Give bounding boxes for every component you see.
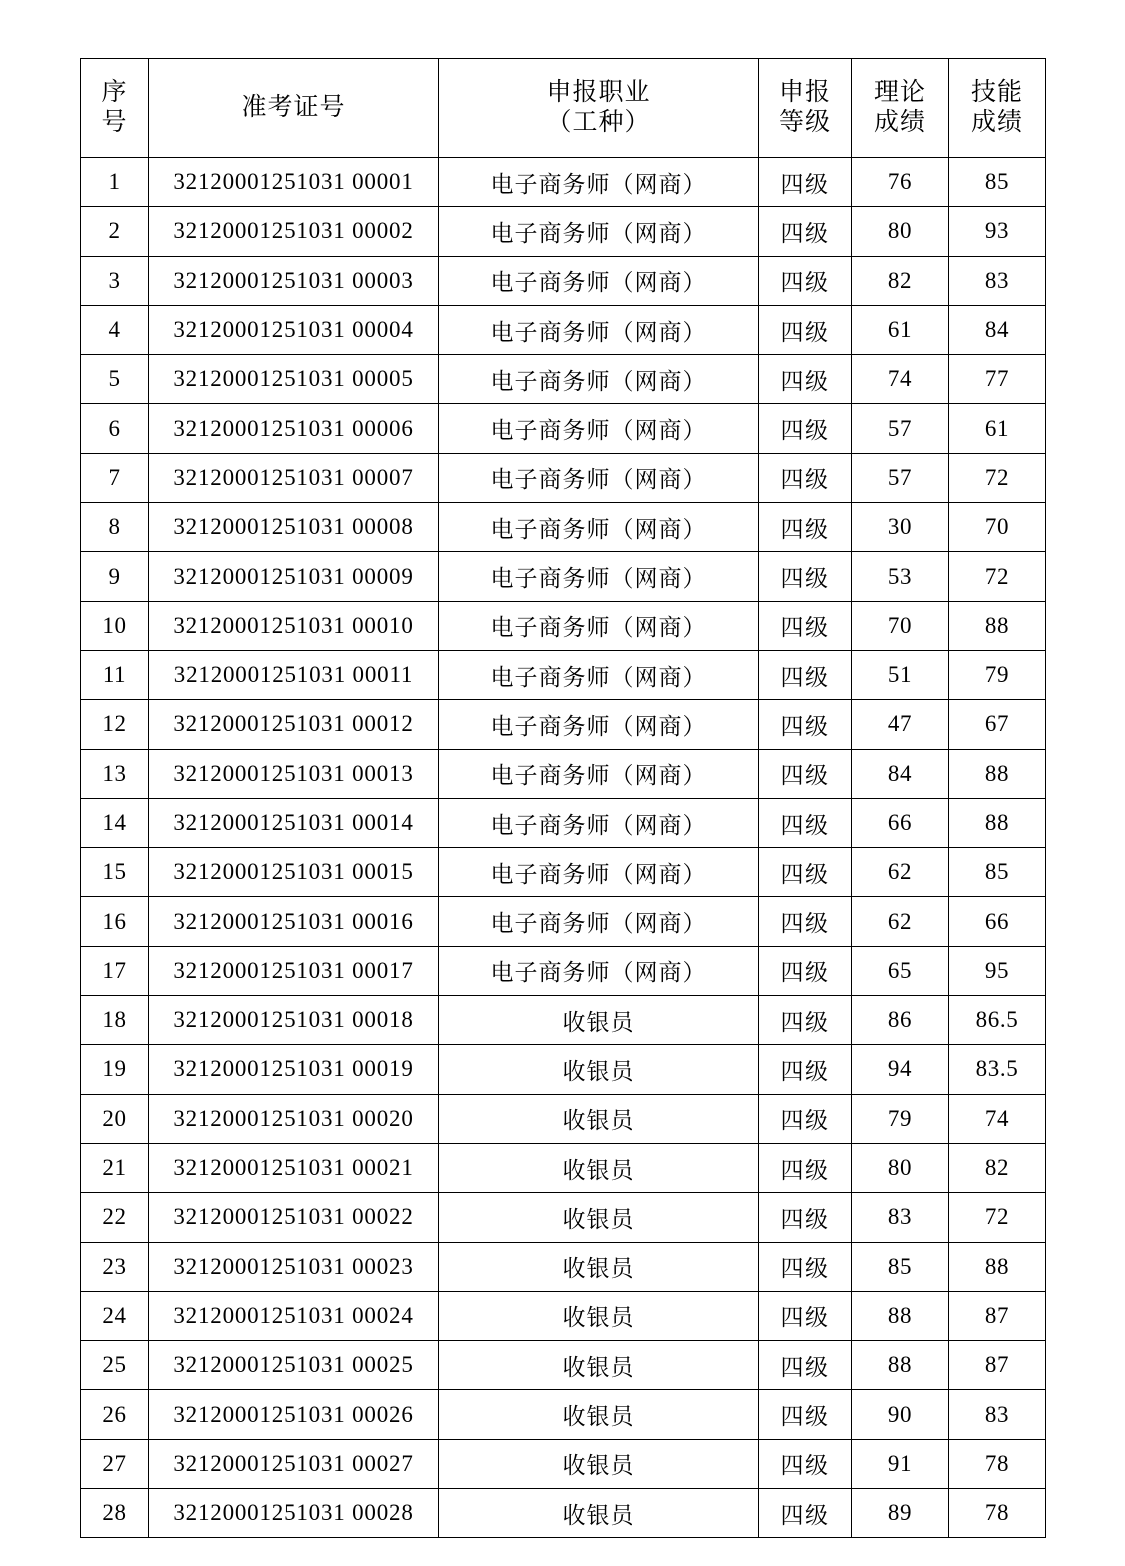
cell-ticket: 32120001251031 00013 (149, 749, 439, 798)
cell-job: 收银员 (439, 996, 759, 1045)
cell-skill: 83 (949, 256, 1046, 305)
table-header-row (81, 59, 1046, 158)
cell-job: 收银员 (439, 1045, 759, 1094)
column-header-ticket (149, 59, 439, 158)
column-header-theory-line2: 成绩 (873, 109, 926, 136)
cell-ticket: 32120001251031 00010 (149, 601, 439, 650)
table-row (81, 207, 1046, 256)
cell-skill: 72 (949, 552, 1046, 601)
cell-index: 18 (81, 996, 149, 1045)
cell-ticket: 32120001251031 00028 (149, 1489, 439, 1538)
cell-ticket: 32120001251031 00023 (149, 1242, 439, 1291)
cell-level: 四级 (759, 601, 852, 650)
table-header (81, 59, 1046, 158)
cell-index: 24 (81, 1291, 149, 1340)
cell-theory: 90 (852, 1390, 949, 1439)
cell-skill: 85 (949, 848, 1046, 897)
cell-level: 四级 (759, 1291, 852, 1340)
cell-index: 17 (81, 946, 149, 995)
cell-job: 电子商务师（网商） (439, 207, 759, 256)
table-body (81, 158, 1046, 1538)
cell-index: 11 (81, 650, 149, 699)
cell-level: 四级 (759, 305, 852, 354)
cell-index: 20 (81, 1094, 149, 1143)
cell-ticket: 32120001251031 00006 (149, 404, 439, 453)
cell-ticket: 32120001251031 00026 (149, 1390, 439, 1439)
cell-index: 10 (81, 601, 149, 650)
column-header-theory (852, 59, 949, 158)
cell-level: 四级 (759, 1390, 852, 1439)
cell-ticket: 32120001251031 00003 (149, 256, 439, 305)
cell-skill: 83 (949, 1390, 1046, 1439)
cell-ticket: 32120001251031 00027 (149, 1439, 439, 1488)
table-row (81, 305, 1046, 354)
cell-theory: 66 (852, 798, 949, 847)
cell-skill: 83.5 (949, 1045, 1046, 1094)
cell-skill: 78 (949, 1489, 1046, 1538)
cell-level: 四级 (759, 503, 852, 552)
cell-theory: 62 (852, 897, 949, 946)
column-header-level-line2: 等级 (778, 109, 831, 136)
cell-theory: 82 (852, 256, 949, 305)
column-header-level-line1: 申报 (778, 78, 831, 106)
cell-skill: 72 (949, 453, 1046, 502)
cell-ticket: 32120001251031 00011 (149, 650, 439, 699)
cell-job: 收银员 (439, 1291, 759, 1340)
cell-theory: 88 (852, 1291, 949, 1340)
table-row (81, 1390, 1046, 1439)
table-row (81, 1045, 1046, 1094)
cell-theory: 86 (852, 996, 949, 1045)
cell-index: 22 (81, 1193, 149, 1242)
cell-skill: 85 (949, 158, 1046, 207)
cell-ticket: 32120001251031 00001 (149, 158, 439, 207)
cell-ticket: 32120001251031 00019 (149, 1045, 439, 1094)
column-header-index-line1: 序 (101, 78, 128, 106)
cell-index: 21 (81, 1143, 149, 1192)
table-row (81, 1439, 1046, 1488)
cell-level: 四级 (759, 355, 852, 404)
cell-skill: 88 (949, 1242, 1046, 1291)
cell-theory: 53 (852, 552, 949, 601)
cell-level: 四级 (759, 1242, 852, 1291)
cell-skill: 87 (949, 1341, 1046, 1390)
cell-theory: 84 (852, 749, 949, 798)
cell-job: 收银员 (439, 1094, 759, 1143)
cell-job: 收银员 (439, 1341, 759, 1390)
table-row (81, 355, 1046, 404)
cell-theory: 88 (852, 1341, 949, 1390)
cell-index: 5 (81, 355, 149, 404)
cell-index: 3 (81, 256, 149, 305)
cell-job: 电子商务师（网商） (439, 798, 759, 847)
cell-skill: 87 (949, 1291, 1046, 1340)
cell-index: 15 (81, 848, 149, 897)
table-row (81, 1341, 1046, 1390)
cell-index: 4 (81, 305, 149, 354)
cell-level: 四级 (759, 1143, 852, 1192)
cell-job: 电子商务师（网商） (439, 749, 759, 798)
cell-theory: 91 (852, 1439, 949, 1488)
cell-ticket: 32120001251031 00017 (149, 946, 439, 995)
cell-level: 四级 (759, 404, 852, 453)
cell-job: 电子商务师（网商） (439, 946, 759, 995)
cell-skill: 77 (949, 355, 1046, 404)
cell-theory: 57 (852, 404, 949, 453)
cell-theory: 85 (852, 1242, 949, 1291)
cell-job: 电子商务师（网商） (439, 650, 759, 699)
column-header-job-line1: 申报职业 (546, 78, 651, 106)
cell-theory: 30 (852, 503, 949, 552)
cell-level: 四级 (759, 650, 852, 699)
cell-theory: 80 (852, 207, 949, 256)
cell-skill: 67 (949, 700, 1046, 749)
cell-theory: 51 (852, 650, 949, 699)
cell-ticket: 32120001251031 00002 (149, 207, 439, 256)
cell-theory: 47 (852, 700, 949, 749)
column-header-index-line2: 号 (101, 109, 128, 136)
cell-level: 四级 (759, 848, 852, 897)
cell-index: 14 (81, 798, 149, 847)
table-row (81, 601, 1046, 650)
table-row (81, 158, 1046, 207)
cell-job: 收银员 (439, 1193, 759, 1242)
cell-skill: 66 (949, 897, 1046, 946)
column-header-ticket-line1: 准考证号 (241, 93, 346, 121)
cell-ticket: 32120001251031 00009 (149, 552, 439, 601)
cell-theory: 80 (852, 1143, 949, 1192)
cell-job: 电子商务师（网商） (439, 404, 759, 453)
cell-index: 23 (81, 1242, 149, 1291)
cell-ticket: 32120001251031 00018 (149, 996, 439, 1045)
column-header-index (81, 59, 149, 158)
cell-level: 四级 (759, 158, 852, 207)
cell-skill: 88 (949, 601, 1046, 650)
cell-level: 四级 (759, 453, 852, 502)
cell-theory: 62 (852, 848, 949, 897)
cell-skill: 88 (949, 798, 1046, 847)
cell-index: 25 (81, 1341, 149, 1390)
cell-level: 四级 (759, 207, 852, 256)
table-row (81, 848, 1046, 897)
cell-skill: 74 (949, 1094, 1046, 1143)
cell-job: 电子商务师（网商） (439, 453, 759, 502)
cell-level: 四级 (759, 946, 852, 995)
cell-level: 四级 (759, 256, 852, 305)
table-row (81, 453, 1046, 502)
cell-theory: 76 (852, 158, 949, 207)
cell-index: 1 (81, 158, 149, 207)
table-row (81, 1193, 1046, 1242)
cell-level: 四级 (759, 1193, 852, 1242)
cell-index: 16 (81, 897, 149, 946)
cell-ticket: 32120001251031 00005 (149, 355, 439, 404)
cell-ticket: 32120001251031 00020 (149, 1094, 439, 1143)
cell-skill: 70 (949, 503, 1046, 552)
cell-job: 电子商务师（网商） (439, 503, 759, 552)
cell-ticket: 32120001251031 00014 (149, 798, 439, 847)
cell-ticket: 32120001251031 00015 (149, 848, 439, 897)
column-header-skill-line1: 技能 (970, 78, 1023, 106)
cell-job: 电子商务师（网商） (439, 355, 759, 404)
cell-index: 6 (81, 404, 149, 453)
table-row (81, 503, 1046, 552)
cell-job: 电子商务师（网商） (439, 700, 759, 749)
cell-level: 四级 (759, 897, 852, 946)
cell-job: 电子商务师（网商） (439, 848, 759, 897)
cell-index: 9 (81, 552, 149, 601)
column-header-skill (949, 59, 1046, 158)
cell-level: 四级 (759, 1045, 852, 1094)
cell-level: 四级 (759, 1439, 852, 1488)
table-row (81, 404, 1046, 453)
cell-theory: 65 (852, 946, 949, 995)
cell-job: 电子商务师（网商） (439, 897, 759, 946)
cell-theory: 89 (852, 1489, 949, 1538)
column-header-theory-line1: 理论 (873, 78, 926, 106)
table-row (81, 650, 1046, 699)
cell-ticket: 32120001251031 00007 (149, 453, 439, 502)
cell-ticket: 32120001251031 00025 (149, 1341, 439, 1390)
cell-theory: 70 (852, 601, 949, 650)
cell-ticket: 32120001251031 00016 (149, 897, 439, 946)
table-row (81, 552, 1046, 601)
cell-level: 四级 (759, 700, 852, 749)
cell-skill: 72 (949, 1193, 1046, 1242)
table-row (81, 256, 1046, 305)
cell-theory: 61 (852, 305, 949, 354)
table-row (81, 1094, 1046, 1143)
cell-job: 收银员 (439, 1439, 759, 1488)
cell-index: 8 (81, 503, 149, 552)
cell-theory: 79 (852, 1094, 949, 1143)
cell-theory: 94 (852, 1045, 949, 1094)
cell-index: 19 (81, 1045, 149, 1094)
cell-index: 28 (81, 1489, 149, 1538)
cell-job: 电子商务师（网商） (439, 256, 759, 305)
column-header-job (439, 59, 759, 158)
cell-level: 四级 (759, 996, 852, 1045)
cell-level: 四级 (759, 749, 852, 798)
cell-ticket: 32120001251031 00024 (149, 1291, 439, 1340)
table-row (81, 1242, 1046, 1291)
cell-skill: 79 (949, 650, 1046, 699)
exam-score-table (80, 58, 1046, 1538)
cell-ticket: 32120001251031 00004 (149, 305, 439, 354)
table-row (81, 1143, 1046, 1192)
cell-skill: 78 (949, 1439, 1046, 1488)
cell-index: 7 (81, 453, 149, 502)
cell-index: 2 (81, 207, 149, 256)
cell-skill: 84 (949, 305, 1046, 354)
cell-job: 收银员 (439, 1242, 759, 1291)
cell-skill: 61 (949, 404, 1046, 453)
cell-skill: 86.5 (949, 996, 1046, 1045)
cell-job: 收银员 (439, 1143, 759, 1192)
column-header-level (759, 59, 852, 158)
column-header-job-line2: （工种） (546, 109, 651, 136)
cell-level: 四级 (759, 798, 852, 847)
cell-level: 四级 (759, 552, 852, 601)
cell-index: 13 (81, 749, 149, 798)
cell-theory: 83 (852, 1193, 949, 1242)
table-row (81, 1489, 1046, 1538)
cell-ticket: 32120001251031 00008 (149, 503, 439, 552)
cell-job: 电子商务师（网商） (439, 305, 759, 354)
cell-job: 收银员 (439, 1390, 759, 1439)
table-row (81, 996, 1046, 1045)
cell-skill: 95 (949, 946, 1046, 995)
cell-ticket: 32120001251031 00021 (149, 1143, 439, 1192)
cell-skill: 82 (949, 1143, 1046, 1192)
table-row (81, 946, 1046, 995)
cell-index: 12 (81, 700, 149, 749)
table-row (81, 749, 1046, 798)
table-row (81, 798, 1046, 847)
cell-job: 电子商务师（网商） (439, 158, 759, 207)
cell-theory: 57 (852, 453, 949, 502)
cell-skill: 93 (949, 207, 1046, 256)
cell-job: 电子商务师（网商） (439, 601, 759, 650)
cell-job: 电子商务师（网商） (439, 552, 759, 601)
cell-theory: 74 (852, 355, 949, 404)
column-header-skill-line2: 成绩 (970, 109, 1023, 136)
cell-ticket: 32120001251031 00012 (149, 700, 439, 749)
cell-job: 收银员 (439, 1489, 759, 1538)
table-row (81, 700, 1046, 749)
cell-index: 26 (81, 1390, 149, 1439)
table-row (81, 897, 1046, 946)
table-row (81, 1291, 1046, 1340)
cell-level: 四级 (759, 1094, 852, 1143)
cell-level: 四级 (759, 1489, 852, 1538)
cell-level: 四级 (759, 1341, 852, 1390)
cell-ticket: 32120001251031 00022 (149, 1193, 439, 1242)
cell-skill: 88 (949, 749, 1046, 798)
cell-index: 27 (81, 1439, 149, 1488)
